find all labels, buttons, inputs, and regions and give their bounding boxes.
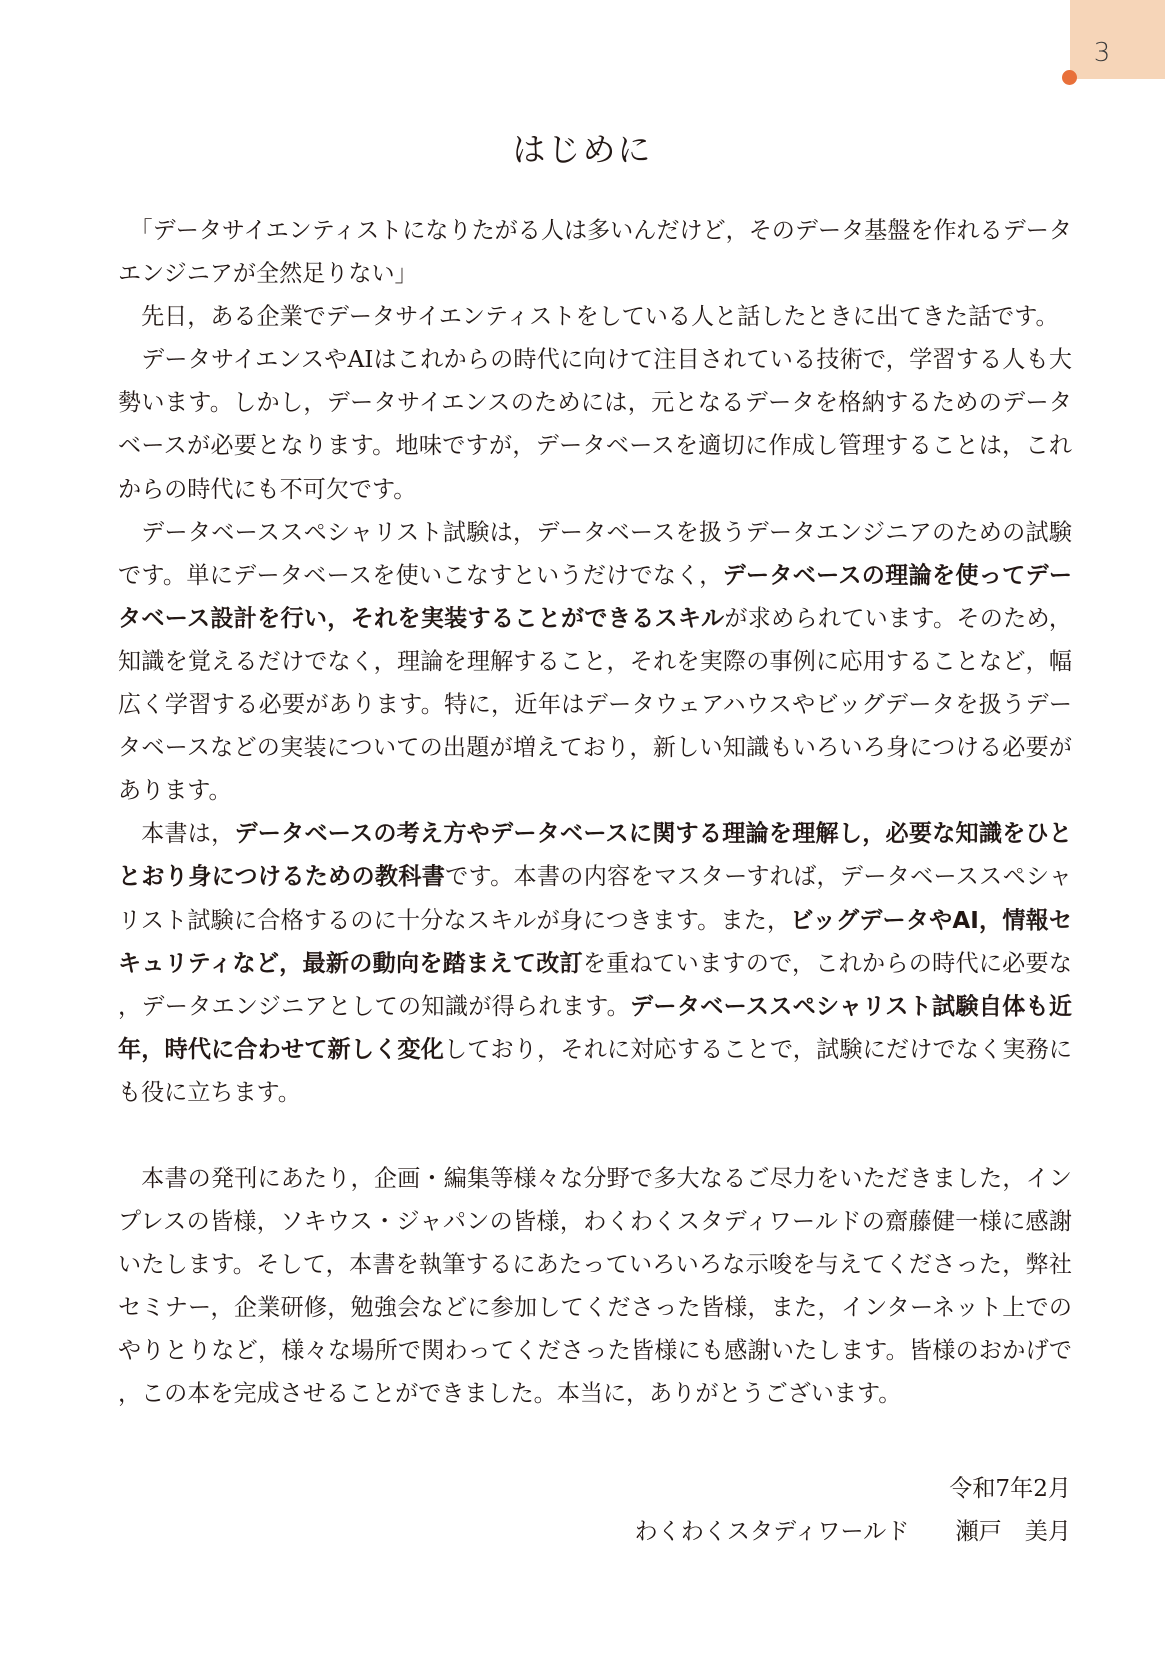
paragraph-quote: 「データサイエンティストになりたがる人は多いんだけど，そのデータ基盤を作れるデータエンジニアが全然足りない」	[118, 218, 1072, 288]
signature-date: 令和7年2月	[949, 1476, 1071, 1502]
emphasis-text: データベースの理論を使ってデータベース設計を行い，それを実装することができるスキル	[118, 562, 1072, 632]
signature-author-line	[635, 1511, 1071, 1554]
page-number: 3	[1093, 38, 1111, 68]
paragraph: データベーススペシャリスト試験は，データベースを扱うデータエンジニアのための試験です。単にデータベースを使いこなすというだけでなく，データベースの理論を使ってデータベース設計を行い，それを実装することができるスキルが求められています。そのため，知識を覚えるだけでなく，理論を理解すること，それを実際の事例に応用することなど，幅広く学習する必要があります。特に，近年はデータウェアハウスやビッグデータを扱うデータベースなどの実装についての出題が増えており，新しい知識もいろいろ身につける必要があります。	[118, 519, 1072, 805]
signature	[635, 1468, 1071, 1554]
paragraph: 本書は，データベースの考え方やデータベースに関する理論を理解し，必要な知識をひととおり身につけるための教科書です。本書の内容をマスターすれば，データベーススペシャリスト試験に合格するのに十分なスキルが身につきます。また，ビッグデータやAI，情報セキュリティなど，最新の動向を踏まえて改訂を重ねていますので，これからの時代に必要な，データエンジニアとしての知識が得られます。データベーススペシャリスト試験自体も近年，時代に合わせて新しく変化しており，それに対応することで，試験にだけでなく実務にも役に立ちます。	[118, 821, 1073, 1106]
paragraph: データサイエンスやAIはこれからの時代に向けて注目されている技術で，学習する人も大勢います。しかし，データサイエンスのためには，元となるデータを格納するためのデータベースが必要となります。地味ですが，データベースを適切に作成し管理することは，これからの時代にも不可欠です。	[118, 347, 1072, 503]
body-text	[118, 210, 1072, 1417]
emphasis-text: データベースの考え方やデータベースに関する理論を理解し，必要な知識をひととおり身につけるための教科書	[118, 821, 1072, 891]
paragraph: 先日，ある企業でデータサイエンティストをしている人と話したときに出てきた話です。	[141, 304, 1059, 331]
emphasis-text: ビッグデータやAI，情報セキュリティなど，最新の動向を踏まえて改訂	[118, 907, 1073, 977]
page-marker-dot	[1062, 70, 1077, 85]
signature-organization: わくわくスタディワールド	[634, 1519, 910, 1545]
page-title: はじめに	[512, 130, 653, 169]
emphasis-text: データベーススペシャリスト試験自体も近年，時代に合わせて新しく変化	[118, 993, 1072, 1063]
signature-author: 瀬戸 美月	[955, 1519, 1071, 1545]
paragraph-acknowledgements: 本書の発刊にあたり，企画・編集等様々な分野で多大なるご尽力をいただきました，インプレスの皆様，ソキウス・ジャパンの皆様，わくわくスタディワールドの齋藤健一様に感謝いたします。そして，本書を執筆するにあたっていろいろな示唆を与えてくださった，弊社セミナー，企業研修，勉強会などに参加してくださった皆様，また，インターネット上でのやりとりなど，様々な場所で関わってくださった皆様にも感謝いたします。皆様のおかげで，この本を完成させることができました。本当に，ありがとうございます。	[118, 1165, 1072, 1408]
